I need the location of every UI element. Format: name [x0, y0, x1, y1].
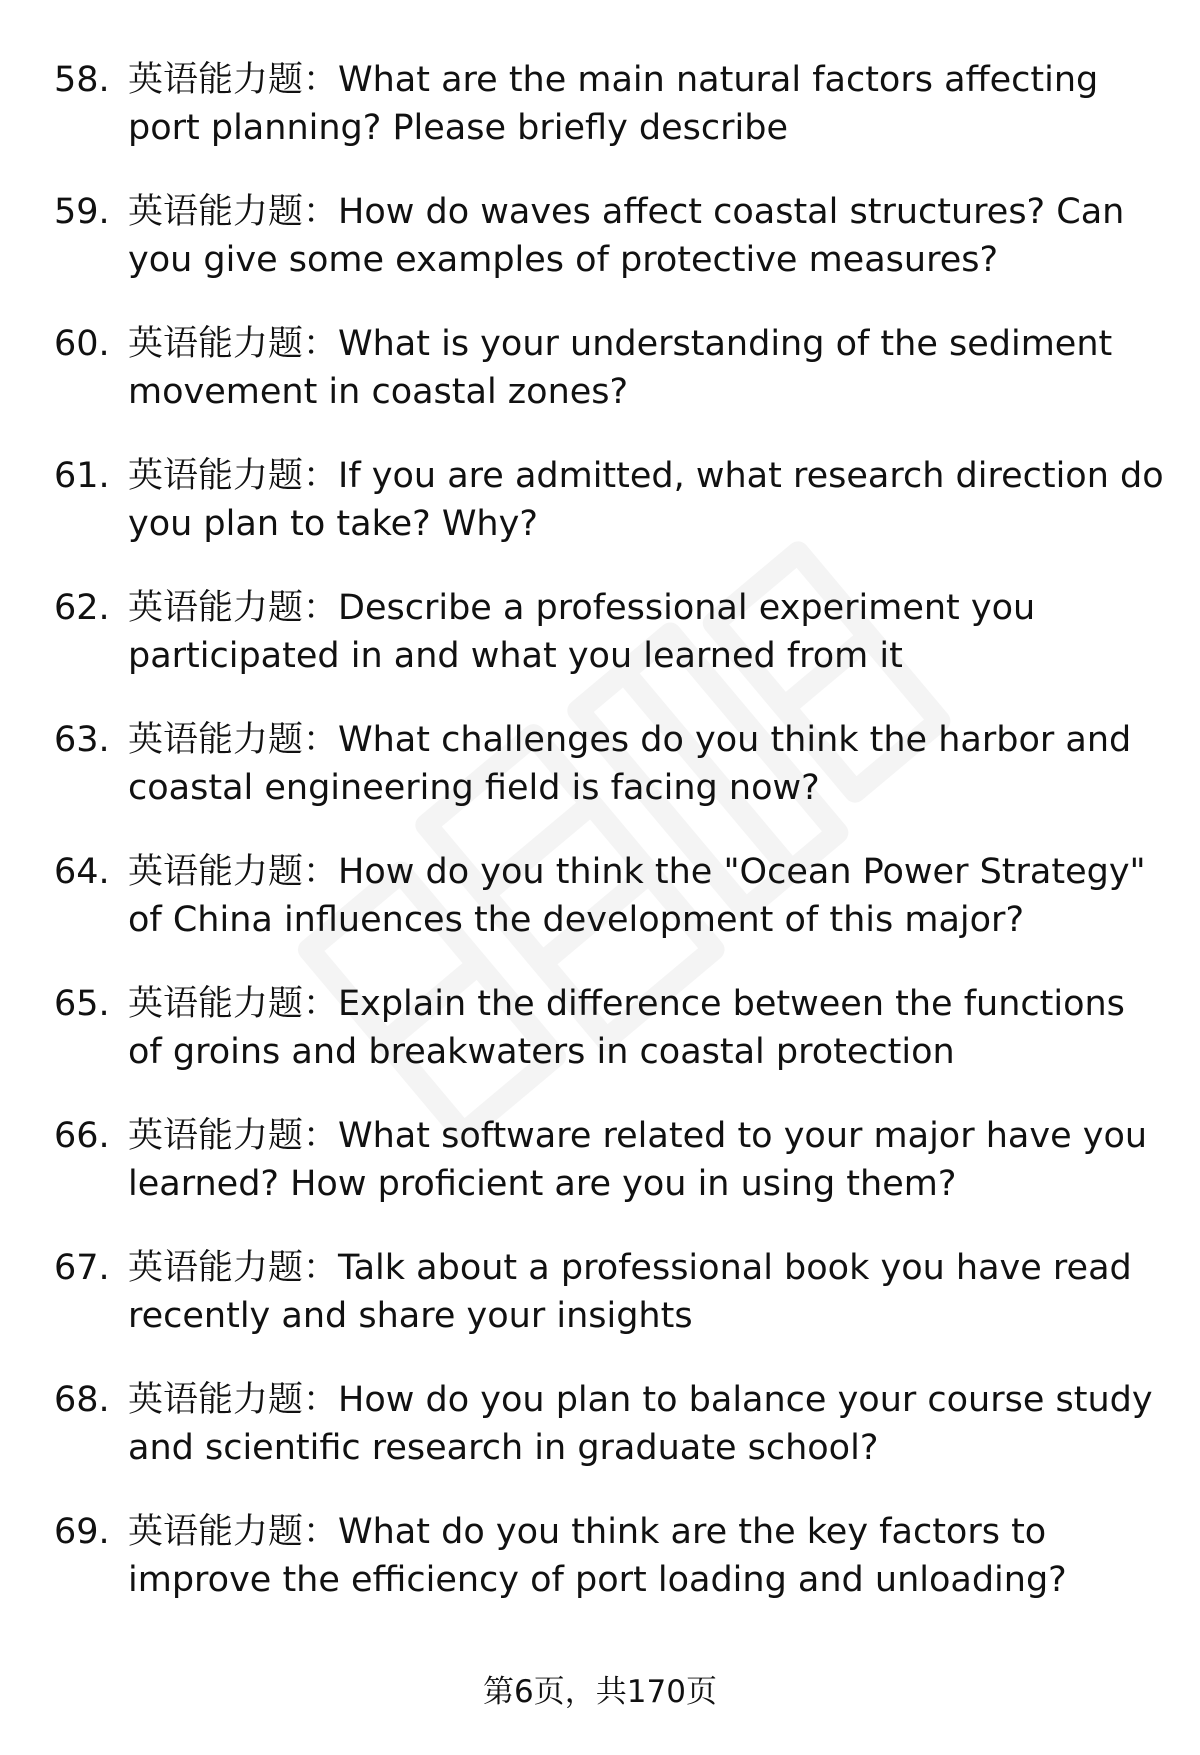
question-body [128, 716, 1164, 812]
question-number: 64. [54, 852, 110, 892]
question-category-label: 英语能力题： [128, 60, 339, 100]
question-category-label: 英语能力题： [128, 456, 339, 496]
question-body [128, 980, 1164, 1076]
question-number: 68. [54, 1380, 110, 1420]
question-list [54, 56, 1164, 1640]
question-category-label: 英语能力题： [128, 1116, 339, 1156]
question-body [128, 848, 1164, 944]
question-body [128, 320, 1164, 416]
question-text: Describe a professional experiment you participated in and what you learned from it [128, 588, 1036, 676]
question-item [54, 1376, 1164, 1508]
page-footer [0, 1672, 1200, 1712]
question-category-label: 英语能力题： [128, 588, 339, 628]
question-number: 67. [54, 1248, 110, 1288]
question-item [54, 1508, 1164, 1640]
question-body [128, 1508, 1164, 1604]
question-text: How do you plan to balance your course study and scientific research in graduate school? [128, 1380, 1153, 1468]
question-item [54, 1112, 1164, 1244]
question-item [54, 56, 1164, 188]
question-text: How do you think the "Ocean Power Strategy" of China influences the development of this major? [128, 852, 1146, 940]
question-item [54, 188, 1164, 320]
question-text: What challenges do you think the harbor and coastal engineering field is facing now? [128, 720, 1132, 808]
question-number: 62. [54, 588, 110, 628]
question-item [54, 848, 1164, 980]
question-item [54, 980, 1164, 1112]
question-item [54, 584, 1164, 716]
question-category-label: 英语能力题： [128, 1248, 339, 1288]
question-text: Talk about a professional book you have read recently and share your insights [128, 1248, 1132, 1336]
question-item [54, 716, 1164, 848]
question-category-label: 英语能力题： [128, 984, 339, 1024]
question-body [128, 584, 1164, 680]
question-text: What do you think are the key factors to improve the efficiency of port loading and unloading? [128, 1512, 1067, 1600]
question-number: 63. [54, 720, 110, 760]
page-number-label: 第6页，共170页 [483, 1674, 717, 1710]
question-text: How do waves affect coastal structures? Can you give some examples of protective measures? [128, 192, 1125, 280]
question-number: 59. [54, 192, 110, 232]
question-category-label: 英语能力题： [128, 1512, 339, 1552]
question-body [128, 56, 1164, 152]
question-category-label: 英语能力题： [128, 852, 339, 892]
question-body [128, 452, 1164, 548]
question-number: 60. [54, 324, 110, 364]
question-text: Explain the difference between the functions of groins and breakwaters in coastal protection [128, 984, 1125, 1072]
question-item [54, 452, 1164, 584]
question-body [128, 1376, 1164, 1472]
question-number: 69. [54, 1512, 110, 1552]
question-number: 58. [54, 60, 110, 100]
question-item [54, 320, 1164, 452]
question-category-label: 英语能力题： [128, 720, 339, 760]
question-number: 61. [54, 456, 110, 496]
question-number: 66. [54, 1116, 110, 1156]
question-body [128, 188, 1164, 284]
question-body [128, 1112, 1164, 1208]
question-text: What are the main natural factors affecting port planning? Please briefly describe [128, 60, 1099, 148]
question-category-label: 英语能力题： [128, 1380, 339, 1420]
question-text: If you are admitted, what research direction do you plan to take? Why? [128, 456, 1164, 544]
question-body [128, 1244, 1164, 1340]
question-category-label: 英语能力题： [128, 192, 339, 232]
question-text: What is your understanding of the sediment movement in coastal zones? [128, 324, 1113, 412]
question-text: What software related to your major have you learned? How proficient are you in using them? [128, 1116, 1148, 1204]
question-category-label: 英语能力题： [128, 324, 339, 364]
question-number: 65. [54, 984, 110, 1024]
question-item [54, 1244, 1164, 1376]
